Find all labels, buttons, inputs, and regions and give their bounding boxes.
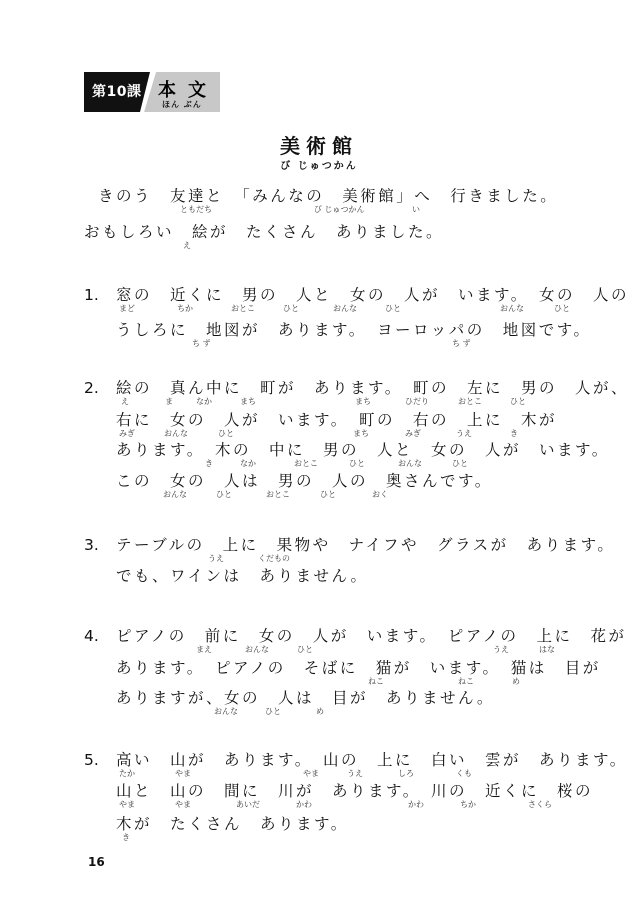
ruby: まえ: [196, 645, 212, 654]
ruby: ひと: [510, 397, 526, 406]
intro-line-1: きのう 友達と 「みんなの 美術館」へ 行きました。: [98, 187, 559, 205]
ruby: おんな: [245, 645, 269, 654]
ruby: ひだり: [405, 397, 429, 406]
lesson-header: [84, 72, 220, 112]
intro-line-2: おもしろい 絵が たくさん ありました。: [84, 223, 445, 241]
ruby: おんな: [398, 459, 422, 468]
section-number: 1.: [84, 286, 99, 304]
ruby: まち: [355, 397, 371, 406]
page-title: 美術館: [280, 134, 358, 158]
ruby: おんな: [214, 707, 238, 716]
honbun-label: 本文: [158, 80, 218, 101]
ruby: やま: [175, 800, 191, 809]
ruby: やま: [175, 769, 191, 778]
ruby: ちか: [177, 304, 193, 313]
ruby: ひと: [297, 645, 313, 654]
section-number: 3.: [84, 536, 99, 554]
ruby: ち ず: [452, 339, 471, 348]
ruby: やま: [303, 769, 319, 778]
ruby: ひと: [349, 459, 365, 468]
section-line: この 女の 人は 男の 人の 奥さんです。: [116, 472, 493, 490]
ruby: まち: [353, 429, 369, 438]
section-line: 絵の 真ん中に 町が あります。 町の 左に 男の 人が、: [116, 379, 630, 397]
ruby: ともだち: [180, 205, 212, 214]
section-line: あります。 ピアノの そばに 猫が います。 猫は 目が: [116, 659, 601, 677]
ruby: みぎ: [405, 429, 421, 438]
ruby: おんな: [333, 304, 357, 313]
section-number: 2.: [84, 379, 99, 397]
ruby: ねこ: [458, 677, 474, 686]
ruby: しろ: [398, 769, 414, 778]
ruby: え: [121, 397, 129, 406]
ruby: ひと: [452, 459, 468, 468]
section-line: ありますが、女の 人は 目が ありません。: [116, 689, 495, 707]
ruby: ひと: [554, 304, 570, 313]
ruby: え: [183, 241, 191, 250]
ruby: おとこ: [266, 490, 290, 499]
ruby: うえ: [456, 429, 472, 438]
section-line: でも、ワインは ありません。: [116, 567, 369, 585]
ruby: ちか: [460, 800, 476, 809]
ruby: かわ: [408, 800, 424, 809]
ruby: おとこ: [294, 459, 318, 468]
section-line: あります。 木の 中に 男の 人と 女の 人が います。: [116, 441, 610, 459]
section-line: 高い 山が あります。 山の 上に 白い 雲が あります。: [116, 751, 628, 769]
section-line: うしろに 地図が あります。 ヨーロッパの 地図です。: [116, 321, 592, 339]
ruby: おとこ: [231, 304, 255, 313]
section-number: 5.: [84, 751, 99, 769]
ruby: め: [512, 677, 520, 686]
page-number: 16: [88, 855, 105, 869]
ruby: ひと: [385, 304, 401, 313]
section-line: 山と 山の 間に 川が あります。 川の 近くに 桜の: [116, 782, 594, 800]
ruby: うえ: [347, 769, 363, 778]
ruby: なか: [196, 397, 212, 406]
ruby: みぎ: [119, 429, 135, 438]
section-line: 木が たくさん あります。: [116, 815, 349, 833]
ruby: ねこ: [368, 677, 384, 686]
ruby: い: [412, 205, 420, 214]
ruby: ひと: [218, 429, 234, 438]
ruby: き: [122, 833, 130, 842]
section-line: ピアノの 前に 女の 人が います。 ピアノの 上に 花が: [116, 627, 627, 645]
section-line: 右に 女の 人が います。 町の 右の 上に 木が: [116, 411, 558, 429]
ruby: あいだ: [236, 800, 260, 809]
ruby: おとこ: [458, 397, 482, 406]
ruby: き: [205, 459, 213, 468]
lesson-number: 第10課: [92, 84, 142, 100]
ruby: たか: [119, 769, 135, 778]
ruby: まど: [119, 304, 135, 313]
ruby: ひと: [283, 304, 299, 313]
ruby: め: [316, 707, 324, 716]
ruby: くも: [456, 769, 472, 778]
ruby: び じゅつかん: [314, 205, 365, 214]
ruby: うえ: [493, 645, 509, 654]
section-number: 4.: [84, 627, 99, 645]
ruby: かわ: [296, 800, 312, 809]
ruby: まち: [240, 397, 256, 406]
ruby: き: [510, 429, 518, 438]
ruby: くだもの: [258, 554, 290, 563]
ruby: なか: [240, 459, 256, 468]
ruby: ひと: [265, 707, 281, 716]
ruby: おんな: [164, 429, 188, 438]
ruby: おんな: [163, 490, 187, 499]
section-line: テーブルの 上に 果物や ナイフや グラスが あります。: [116, 536, 616, 554]
ruby: ち ず: [192, 339, 211, 348]
ruby: やま: [119, 800, 135, 809]
ruby: ひと: [216, 490, 232, 499]
ruby: はな: [539, 645, 555, 654]
honbun-ruby: ほん ぶん: [162, 100, 202, 109]
ruby: うえ: [208, 554, 224, 563]
ruby: さくら: [528, 800, 552, 809]
ruby: おく: [372, 490, 388, 499]
section-line: 窓の 近くに 男の 人と 女の 人が います。 女の 人の: [116, 286, 630, 304]
ruby: おんな: [500, 304, 524, 313]
page-title-ruby: び じゅつかん: [280, 161, 358, 172]
ruby: ひと: [320, 490, 336, 499]
ruby: ま: [165, 397, 173, 406]
